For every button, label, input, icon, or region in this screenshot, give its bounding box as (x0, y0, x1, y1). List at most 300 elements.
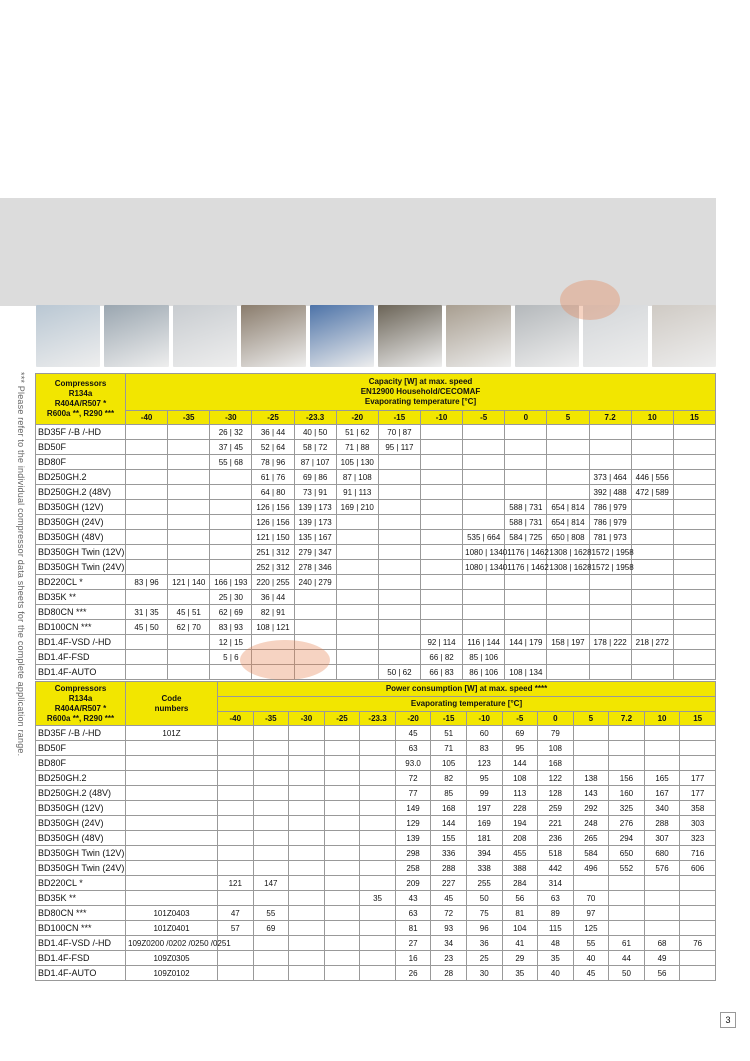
value-cell: 55 | 68 (210, 455, 252, 470)
value-cell (420, 470, 462, 485)
value-cell (289, 846, 325, 861)
value-cell (547, 575, 589, 590)
value-cell (609, 756, 645, 771)
value-cell: 69 (253, 921, 289, 936)
table-row (36, 560, 716, 575)
model-name: BD35F /-B /-HD (36, 425, 126, 440)
value-cell (126, 530, 168, 545)
value-cell: 1080 | 1340 (463, 560, 505, 575)
value-cell: 654 | 814 (547, 515, 589, 530)
value-cell: 265 (573, 831, 609, 846)
value-cell (126, 635, 168, 650)
value-cell (360, 831, 396, 846)
page-number: 3 (720, 1012, 736, 1028)
value-cell: 72 (431, 906, 467, 921)
value-cell: 56 (644, 966, 680, 981)
table-row (36, 861, 716, 876)
table-row (36, 665, 716, 680)
value-cell (589, 605, 631, 620)
value-cell: 50 | 62 (378, 665, 420, 680)
value-cell: 70 | 87 (378, 425, 420, 440)
value-cell: 68 (644, 936, 680, 951)
value-cell (644, 726, 680, 741)
value-cell (505, 470, 547, 485)
value-cell (378, 650, 420, 665)
value-cell: 60 (466, 726, 502, 741)
value-cell: 552 (609, 861, 645, 876)
value-cell (253, 891, 289, 906)
value-cell: 373 | 464 (589, 470, 631, 485)
value-cell: 31 | 35 (126, 605, 168, 620)
temp-header: -10 (420, 411, 462, 425)
value-cell: 716 (680, 846, 716, 861)
temp-header: -15 (378, 411, 420, 425)
value-cell (378, 470, 420, 485)
value-cell (336, 590, 378, 605)
value-cell (324, 741, 360, 756)
value-cell: 93 (431, 921, 467, 936)
value-cell (420, 425, 462, 440)
value-cell (126, 545, 168, 560)
value-cell: 89 (538, 906, 574, 921)
value-cell: 25 (466, 951, 502, 966)
value-cell (420, 515, 462, 530)
value-cell (680, 966, 716, 981)
value-cell: 325 (609, 801, 645, 816)
value-cell (360, 741, 396, 756)
value-cell: 40 (573, 951, 609, 966)
value-cell: 63 (538, 891, 574, 906)
value-cell: 66 | 82 (420, 650, 462, 665)
table-row (36, 485, 716, 500)
value-cell (378, 605, 420, 620)
value-cell: 276 (609, 816, 645, 831)
value-cell: 25 | 30 (210, 590, 252, 605)
side-note-text: *** Please refer to the individual compressor data sheets for the complete application range. (16, 372, 26, 757)
value-cell (253, 966, 289, 981)
value-cell (218, 801, 254, 816)
model-name: BD35K ** (36, 891, 126, 906)
value-cell: 288 (431, 861, 467, 876)
code-number: 109Z0305 (126, 951, 218, 966)
value-cell: 442 (538, 861, 574, 876)
table-row (36, 575, 716, 590)
value-cell: 248 (573, 816, 609, 831)
value-cell (378, 545, 420, 560)
value-cell (420, 605, 462, 620)
value-cell (336, 560, 378, 575)
temp-header: 5 (547, 411, 589, 425)
value-cell: 584 (573, 846, 609, 861)
value-cell (336, 545, 378, 560)
value-cell: 197 (466, 801, 502, 816)
value-cell (420, 440, 462, 455)
value-cell (547, 425, 589, 440)
code-number: 109Z0200 /0202 /0250 /0251 (126, 936, 218, 951)
value-cell (126, 515, 168, 530)
value-cell (289, 861, 325, 876)
value-cell (589, 425, 631, 440)
model-name: BD80CN *** (36, 605, 126, 620)
photo-car-fridge (378, 305, 442, 367)
value-cell: 1572 | 1958 (589, 545, 631, 560)
table-row (36, 771, 716, 786)
model-name: BD80F (36, 756, 126, 771)
value-cell (218, 816, 254, 831)
code-number (126, 846, 218, 861)
value-cell: 149 (395, 801, 431, 816)
table-row (36, 816, 716, 831)
model-name: BD350GH Twin (24V) (36, 560, 126, 575)
value-cell (210, 500, 252, 515)
value-cell: 228 (502, 801, 538, 816)
value-cell: 123 (466, 756, 502, 771)
value-cell (673, 425, 715, 440)
table-row (36, 951, 716, 966)
value-cell (609, 726, 645, 741)
value-cell: 113 (502, 786, 538, 801)
table-row (36, 515, 716, 530)
value-cell (168, 500, 210, 515)
value-cell: 35 (360, 891, 396, 906)
table-row (36, 455, 716, 470)
value-cell (547, 455, 589, 470)
value-cell: 63 (395, 741, 431, 756)
temp-header: 15 (680, 712, 716, 726)
value-cell: 108 (502, 771, 538, 786)
value-cell: 1176 | 1462 (505, 560, 547, 575)
value-cell (210, 470, 252, 485)
value-cell (673, 500, 715, 515)
value-cell (378, 620, 420, 635)
capacity-compressors-header: Compressors R134a R404A/R507 * R600a **, R290 *** (36, 374, 126, 425)
value-cell: 82 | 91 (252, 605, 294, 620)
value-cell: 82 (431, 771, 467, 786)
value-cell: 144 (431, 816, 467, 831)
value-cell (218, 756, 254, 771)
value-cell (673, 455, 715, 470)
value-cell (253, 741, 289, 756)
value-cell (378, 455, 420, 470)
value-cell (463, 590, 505, 605)
value-cell (289, 891, 325, 906)
value-cell (324, 936, 360, 951)
model-name: BD1.4F-VSD /-HD (36, 635, 126, 650)
value-cell (547, 620, 589, 635)
value-cell (168, 545, 210, 560)
model-name: BD250GH.2 (48V) (36, 786, 126, 801)
value-cell (253, 771, 289, 786)
model-name: BD50F (36, 741, 126, 756)
value-cell (631, 425, 673, 440)
temp-header: -23.3 (294, 411, 336, 425)
value-cell (573, 726, 609, 741)
value-cell (589, 665, 631, 680)
temp-header: -25 (252, 411, 294, 425)
value-cell: 168 (431, 801, 467, 816)
value-cell: 52 | 64 (252, 440, 294, 455)
code-number: 109Z0102 (126, 966, 218, 981)
value-cell (253, 861, 289, 876)
value-cell (168, 590, 210, 605)
value-cell (289, 966, 325, 981)
value-cell: 45 | 51 (168, 605, 210, 620)
value-cell (253, 756, 289, 771)
value-cell: 194 (502, 816, 538, 831)
value-cell (218, 741, 254, 756)
value-cell (505, 650, 547, 665)
value-cell: 51 | 62 (336, 425, 378, 440)
value-cell: 95 (502, 741, 538, 756)
model-name: BD80F (36, 455, 126, 470)
value-cell (294, 590, 336, 605)
value-cell: 156 (609, 771, 645, 786)
table-row (36, 831, 716, 846)
value-cell (324, 756, 360, 771)
value-cell: 70 (573, 891, 609, 906)
value-cell: 35 (502, 966, 538, 981)
value-cell (547, 665, 589, 680)
value-cell: 584 | 725 (505, 530, 547, 545)
value-cell: 208 (502, 831, 538, 846)
value-cell (463, 575, 505, 590)
value-cell: 122 (538, 771, 574, 786)
value-cell: 455 (502, 846, 538, 861)
code-number (126, 771, 218, 786)
value-cell (680, 951, 716, 966)
value-cell: 95 (466, 771, 502, 786)
value-cell: 72 (395, 771, 431, 786)
table-row (36, 530, 716, 545)
value-cell (463, 515, 505, 530)
power-title: Power consumption [W] at max. speed **** (218, 682, 716, 697)
value-cell: 1308 | 1628 (547, 560, 589, 575)
temp-header: -20 (336, 411, 378, 425)
value-cell (673, 440, 715, 455)
value-cell: 144 (502, 756, 538, 771)
model-name: BD350GH (24V) (36, 515, 126, 530)
value-cell (463, 470, 505, 485)
model-name: BD350GH (12V) (36, 801, 126, 816)
value-cell (631, 620, 673, 635)
photo-sail (36, 305, 100, 367)
model-name: BD350GH Twin (12V) (36, 846, 126, 861)
value-cell (644, 756, 680, 771)
value-cell (126, 665, 168, 680)
value-cell (463, 620, 505, 635)
table-row (36, 635, 716, 650)
value-cell (631, 530, 673, 545)
value-cell: 121 (218, 876, 254, 891)
value-cell: 26 (395, 966, 431, 981)
value-cell: 1572 | 1958 (589, 560, 631, 575)
value-cell: 279 | 347 (294, 545, 336, 560)
value-cell: 147 (253, 876, 289, 891)
code-number (126, 741, 218, 756)
value-cell (680, 741, 716, 756)
paper-stain (240, 640, 330, 680)
code-numbers-header: Code numbers (126, 682, 218, 726)
value-cell (324, 801, 360, 816)
model-name: BD350GH (12V) (36, 500, 126, 515)
value-cell (609, 741, 645, 756)
value-cell: 288 (644, 816, 680, 831)
model-name: BD1.4F-FSD (36, 650, 126, 665)
value-cell: 51 (431, 726, 467, 741)
value-cell: 36 | 44 (252, 425, 294, 440)
value-cell (210, 530, 252, 545)
value-cell: 95 | 117 (378, 440, 420, 455)
value-cell (289, 801, 325, 816)
value-cell (420, 620, 462, 635)
value-cell (547, 590, 589, 605)
value-cell: 165 (644, 771, 680, 786)
temp-header: -23.3 (360, 712, 396, 726)
value-cell (294, 620, 336, 635)
temp-header: 7.2 (609, 712, 645, 726)
value-cell: 115 (538, 921, 574, 936)
value-cell: 588 | 731 (505, 500, 547, 515)
value-cell (680, 906, 716, 921)
value-cell: 160 (609, 786, 645, 801)
value-cell (360, 801, 396, 816)
value-cell (505, 440, 547, 455)
temp-header: -5 (502, 712, 538, 726)
value-cell (644, 741, 680, 756)
value-cell: 77 (395, 786, 431, 801)
table-row (36, 470, 716, 485)
value-cell (505, 590, 547, 605)
model-name: BD350GH (48V) (36, 530, 126, 545)
value-cell: 55 (253, 906, 289, 921)
value-cell (420, 575, 462, 590)
value-cell: 45 (573, 966, 609, 981)
value-cell (336, 575, 378, 590)
temp-header: -40 (218, 712, 254, 726)
value-cell (289, 921, 325, 936)
table-row (36, 590, 716, 605)
value-cell (360, 936, 396, 951)
temp-header: -35 (253, 712, 289, 726)
model-name: BD350GH Twin (12V) (36, 545, 126, 560)
value-cell (168, 485, 210, 500)
model-name: BD350GH Twin (24V) (36, 861, 126, 876)
value-cell: 76 (680, 936, 716, 951)
code-number (126, 831, 218, 846)
value-cell (505, 425, 547, 440)
value-cell: 323 (680, 831, 716, 846)
value-cell: 57 (218, 921, 254, 936)
value-cell (126, 560, 168, 575)
value-cell (126, 470, 168, 485)
value-cell: 26 | 32 (210, 425, 252, 440)
value-cell (336, 650, 378, 665)
table-row (36, 936, 716, 951)
value-cell (253, 951, 289, 966)
value-cell (673, 545, 715, 560)
code-number (126, 786, 218, 801)
value-cell (324, 846, 360, 861)
value-cell: 104 (502, 921, 538, 936)
value-cell: 78 | 96 (252, 455, 294, 470)
value-cell (218, 726, 254, 741)
value-cell (631, 500, 673, 515)
value-cell (126, 485, 168, 500)
value-cell (218, 951, 254, 966)
table-row (36, 906, 716, 921)
value-cell (218, 861, 254, 876)
value-cell: 43 (395, 891, 431, 906)
temp-header: 7.2 (589, 411, 631, 425)
value-cell (589, 650, 631, 665)
value-cell (505, 605, 547, 620)
value-cell: 28 (431, 966, 467, 981)
value-cell (360, 951, 396, 966)
value-cell (210, 560, 252, 575)
value-cell: 338 (466, 861, 502, 876)
value-cell (324, 921, 360, 936)
power-subtitle: Evaporating temperature [°C] (218, 697, 716, 712)
value-cell: 650 | 808 (547, 530, 589, 545)
value-cell: 218 | 272 (631, 635, 673, 650)
value-cell (631, 575, 673, 590)
table-row (36, 891, 716, 906)
value-cell (253, 936, 289, 951)
value-cell (420, 500, 462, 515)
value-cell (360, 906, 396, 921)
value-cell (420, 560, 462, 575)
power-table (35, 681, 716, 981)
value-cell: 139 | 173 (294, 515, 336, 530)
value-cell: 358 (680, 801, 716, 816)
value-cell (289, 951, 325, 966)
value-cell (253, 726, 289, 741)
value-cell: 786 | 979 (589, 500, 631, 515)
photo-vending-van (446, 305, 510, 367)
power-compressors-header: Compressors R134a R404A/R507 * R600a **, R290 *** (36, 682, 126, 726)
value-cell (680, 921, 716, 936)
value-cell (631, 545, 673, 560)
value-cell (168, 635, 210, 650)
model-name: BD50F (36, 440, 126, 455)
value-cell (168, 560, 210, 575)
value-cell: 48 (538, 936, 574, 951)
value-cell: 126 | 156 (252, 500, 294, 515)
table-row (36, 846, 716, 861)
value-cell: 169 (466, 816, 502, 831)
value-cell (210, 485, 252, 500)
value-cell: 35 (538, 951, 574, 966)
value-cell (253, 801, 289, 816)
value-cell (673, 590, 715, 605)
value-cell (218, 771, 254, 786)
value-cell (253, 831, 289, 846)
code-number (126, 801, 218, 816)
table-row (36, 545, 716, 560)
value-cell (360, 816, 396, 831)
model-name: BD35K ** (36, 590, 126, 605)
value-cell (378, 485, 420, 500)
value-cell (218, 966, 254, 981)
value-cell (336, 620, 378, 635)
value-cell: 394 (466, 846, 502, 861)
value-cell (360, 861, 396, 876)
value-cell: 236 (538, 831, 574, 846)
value-cell: 240 | 279 (294, 575, 336, 590)
value-cell (253, 816, 289, 831)
value-cell: 23 (431, 951, 467, 966)
model-name: BD250GH.2 (36, 470, 126, 485)
